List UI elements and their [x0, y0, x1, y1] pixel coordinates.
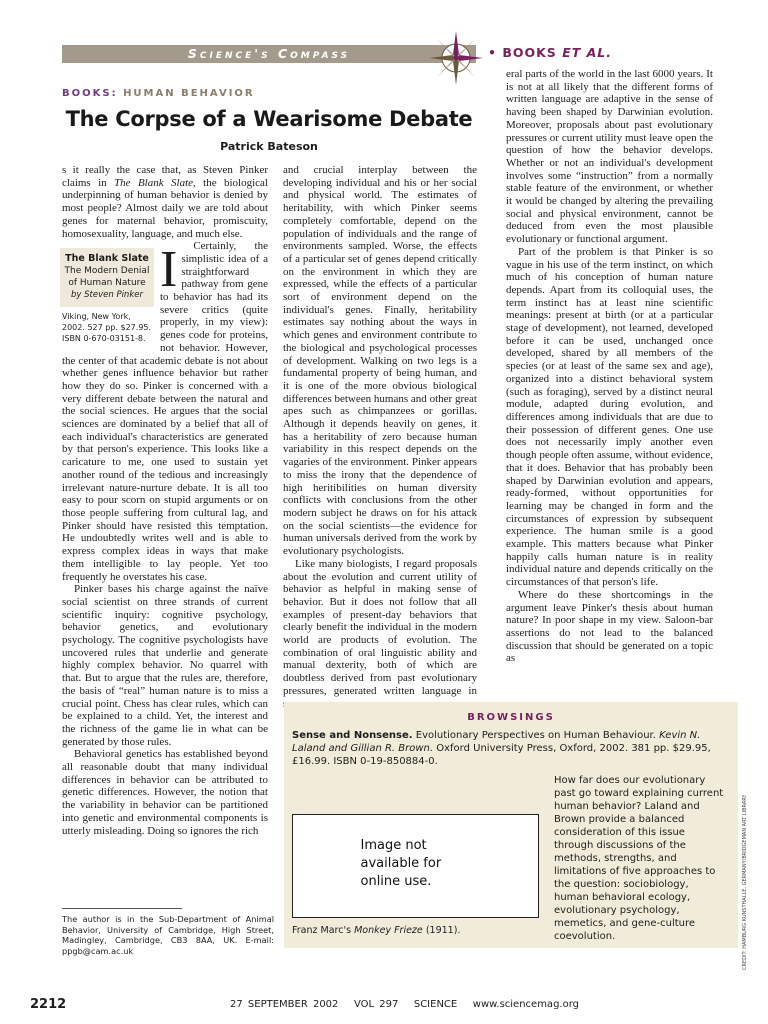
section-label-books: BOOKS:	[62, 88, 118, 99]
paragraph: Where do these shortcomings in the argument leave Pinker's thesis about human nature? In poor shape in my view. Saloon-bar assertions do not lead to the balanced discussion that should be generated on a topic as	[506, 588, 713, 665]
image-unavailable-text	[293, 837, 538, 891]
section-banner	[62, 45, 476, 63]
section-label	[62, 88, 255, 99]
text: , the biological underpinning of human behavior is denied by most people? Almost daily we are told about genes for maternal behavior, promiscuity, homosexuality, language, and much else.	[62, 176, 268, 240]
books-label: BOOKS	[502, 45, 557, 60]
caption-year: (1911).	[425, 925, 461, 936]
browsings-description: How far does our evolutionary past go toward explaining current human behavior? Laland and Brown provide a balanced consideration of this issue through discussions of the methods, strengths, and limitations of five approaches to the question: sociobiology, human behavioral ecology, evolutionary psychology, memetics, and gene-culture coevolution.	[554, 775, 724, 942]
book-publication: Viking, New York, 2002. 527 pp. $27.95. ISBN 0-670-03151-8.	[62, 312, 152, 343]
image-unavailable-label: Image not available for online use.	[360, 838, 442, 889]
compass-rose-icon	[428, 30, 484, 86]
body-column-2	[283, 164, 477, 710]
et-al-label: ET AL.	[562, 45, 612, 60]
entry-title: Sense and Nonsense.	[292, 730, 413, 741]
image-credit: CREDIT: HAMBURG KUNSTHALLE, GERMANY/BRIDGEMAN ART LIBRARY	[742, 794, 748, 970]
footnote-rule	[62, 908, 182, 909]
paragraph: eral parts of the world in the last 6000 years. It is not at all likely that the different forms of written language are adaptive in the sense of having been shaped by Darwinian evolution. Moreover, proposals about past evolutionary pressures or current utility must leave open the question of how the behavior develops. Whether or not an individual's development involves some “instruction” from a normally stable feature of the environment, or whether it would be changed by altering the prevailing social and physical environment, cannot be deduced from even the most plausible evolutionary or functional argument.	[506, 68, 713, 246]
image-placeholder	[292, 814, 539, 918]
page-number: 2212	[30, 997, 67, 1012]
banner-title: Science's Compass	[187, 46, 351, 61]
article-title: The Corpse of a Wearisome Debate	[65, 107, 473, 131]
body-column-1	[62, 164, 268, 837]
paragraph: Like many biologists, I regard proposals about the evolution and current utility of behavior as helpful in making sense of behavior. But it does not follow that all examples of present-day behaviors that clearly benefit the individual in the modern world are products of evolution. The combination of oral linguistic ability and manual dexterity, both of which are doubtless derived from past evolutionary pressures, generated written language in	[283, 557, 477, 697]
caption-title: Monkey Frieze	[354, 925, 423, 936]
book-author: by Steven Pinker	[71, 290, 143, 300]
entry-subtitle: Evolutionary Perspectives on Human Behaviour.	[415, 730, 656, 741]
book-title: The Blank Slate	[65, 253, 149, 264]
section-label-topic: HUMAN BEHAVIOR	[123, 88, 255, 99]
author-footnote: The author is in the Sub-Department of Animal Behavior, University of Cambridge, High Street, Madingley, Cambridge, CB3 8AA, UK. E-mail: ppgb@cam.ac.uk	[62, 914, 274, 956]
footer-info: 27 SEPTEMBER 2002 VOL 297 SCIENCE www.sciencemag.org	[230, 999, 579, 1010]
paragraph: Behavioral genetics has established beyond all reasonable doubt that many individual differences in behavior can be attributed to genetic differences. However, the notion that the variability in behavior can be partitioned into genetic and environmental components is utterly misleading. Doing so ignores the rich	[62, 748, 268, 837]
browsings-box	[284, 702, 738, 948]
paragraph: and crucial interplay between the developing individual and his or her social and physical world. The estimates of heritability, with which Pinker seems completely comfortable, depend on the population of individuals and the range of environments sampled. Worse, the effects of a particular set of genes depend critically on the environment in which they are expressed, while the effects of a particular sort of environment depend on the individual's genes. Finally, heritability estimates say nothing about the ways in which genes and environment contribute to the biological and psychological processes of development. Walking on two legs is a fundamental property of being human, and it is one of the more obvious biological differences between humans and other great apes such as chimpanzees or gorillas. Although it depends heavily on genes, it has a heritability of zero because human variability in this respect depends on the vagaries of the environment. Pinker appears to miss the irony that the dependence of high heritibilities on human diversity conflicts with conclusions from the other modern subject he draws on for his attack on the social scientists—the evidence for human universals derived from the work by evolutionary psychologists.	[283, 164, 477, 558]
paragraph: Part of the problem is that Pinker is so vague in his use of the term instinct, on which much of his conception of human nature depends. Apart from its colloquial uses, the term instinct has at least nine scientific meanings: present at birth (or at a particular stage of development), not learned, developed before it can be used, unchanged once developed, shared by all members of the species (or at least of the same sex and age), organized into a distinct behavioral system (such as foraging), served by a distinct neural module, adapted during evolution, and differences among individuals that are due to their possession of different genes. One use does not necessarily imply another even though people often assume, without evidence, that it does. Behavior that has probably been shaped by Darwinian evolution and appears, ready-formed, without opportunities for learning may be changed in form and the circumstances of expression by subsequent experience. The human smile is a good example. This matters because what Pinker happily calls human nature is in reality individual nature and depends critically on the circumstances of that person's life.	[506, 245, 713, 589]
browsings-heading: BROWSINGS	[467, 712, 555, 723]
entry-authors: Kevin N. Laland and Gillian R. Brown.	[292, 730, 701, 754]
paragraph: Pinker bases his charge against the naïve social scientist on three strands of current scientific inquiry: cognitive psychology, behavior genetics, and evolutionary psychology. The cognitive psychologists have uncovered rules that underlie and generate highly complex behavior. No quarrel with that. But to argue that the rules are, therefore, the basis of “real” human nature is to miss a crucial point. Chess has clear rules, which can be explained to a child. Yet, the interest and the richness of the game lie in what can be generated by those rules.	[62, 583, 268, 748]
book-title-ref: The Blank Slate	[114, 176, 194, 189]
drop-cap: I	[160, 241, 178, 298]
book-info-box	[60, 248, 154, 344]
books-et-al-label: • BOOKS ET AL.	[488, 45, 612, 60]
paragraph: Certainly, the simplistic idea of a straightforward pathway from gene to behavior has had its severe critics (quite properly, in my view): genes code for proteins, not behavior. However, the center of that academic debate is not about whether genes influence behavior but rather how they do so. Pinker is concerned with a very different debate between the natural and the social sciences. He argues that the social sciences are dominated by a belief that all of each individual's characteristics are generated by that person's experience. This looks like a caricature to me, one used to sustain yet another round of the tedious and increasingly irrelevant nature-nurture debate. It is all too easy to pour scorn on stupid arguments or on those people suffering from cultural lag, and Pinker should have resisted this temptation. He undoubtedly writes well and is able to express complex ideas in ways that make them intelligible to lay people. Yet too frequently he overstates his case.	[62, 240, 268, 583]
caption-prefix: Franz Marc's	[292, 925, 352, 936]
entry-publication: Oxford University Press, Oxford, 2002. 381 pp. $29.95, £16.99. ISBN 0-19-850884-0.	[292, 743, 711, 767]
text: s it really the case that, as Steven Pinker claims in	[62, 164, 268, 189]
book-subtitle: The Modern Denial of Human Nature	[64, 266, 150, 288]
body-column-3	[506, 68, 713, 665]
article-author: Patrick Bateson	[220, 140, 318, 153]
browsings-entry	[292, 729, 730, 768]
image-caption	[292, 925, 460, 936]
